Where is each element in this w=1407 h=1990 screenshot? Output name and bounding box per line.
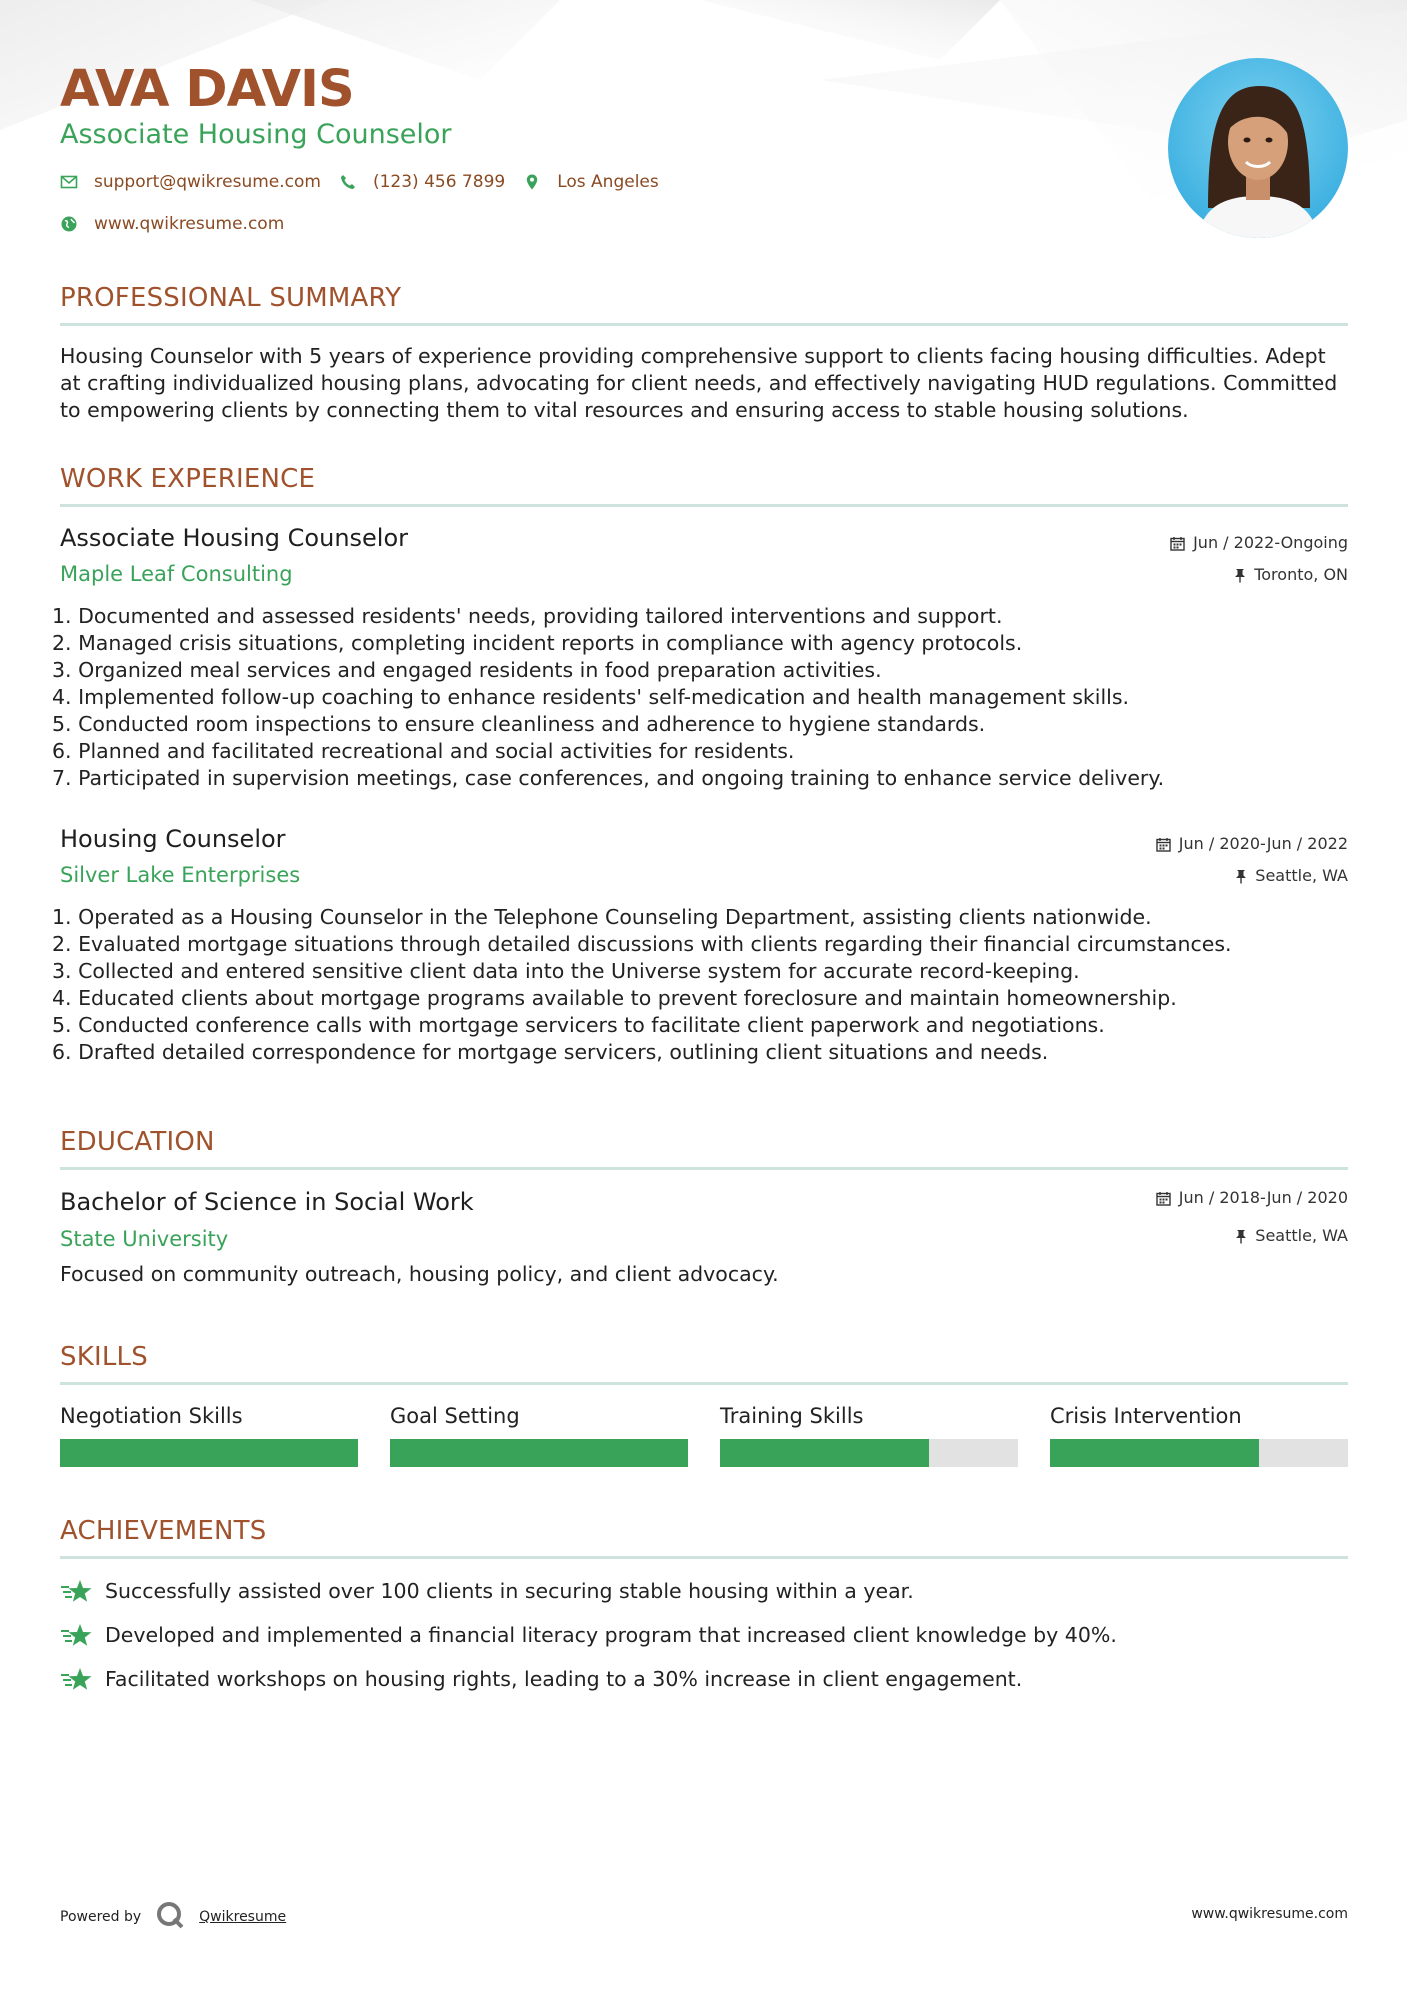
- skill-bar-fill: [390, 1439, 688, 1467]
- section-title: ACHIEVEMENTS: [60, 1516, 267, 1546]
- date-range: Jun / 2018-Jun / 2020: [1178, 1188, 1348, 1207]
- summary-text: Housing Counselor with 5 years of experience providing comprehensive support to clients facing housing difficulties. Adept at crafting individualized housing plans, advocating for client needs, and effectively navigating HUD regulations. Committed to empowering clients by connecting them to vital resources and ensuring access to stable housing solutions.: [60, 344, 1338, 422]
- job-location: [1234, 564, 1348, 586]
- section-divider: [60, 1556, 1348, 1559]
- school-name: State University: [60, 1227, 229, 1251]
- achievement-item: [60, 1621, 1117, 1649]
- date-range: Jun / 2022-Ongoing: [1193, 533, 1348, 552]
- list-item: 2. Managed crisis situations, completing incident reports in compliance with agency protocols.: [52, 631, 1023, 655]
- job-dates: [1156, 833, 1348, 855]
- section-title: SKILLS: [60, 1342, 148, 1372]
- skill-item: [720, 1402, 1018, 1430]
- map-pin-icon: [523, 173, 541, 191]
- list-item: 5. Conducted conference calls with mortgage servicers to facilitate client paperwork and negotiations.: [52, 1013, 1105, 1037]
- location-text: Seattle, WA: [1255, 866, 1348, 885]
- footer-powered-by: [60, 1900, 286, 1934]
- skill-item: [390, 1402, 688, 1430]
- education-location: [1235, 1225, 1348, 1247]
- skill-item: [1050, 1402, 1348, 1430]
- section-experience-heading: [60, 462, 1348, 507]
- degree-title: Bachelor of Science in Social Work: [60, 1188, 474, 1216]
- list-item: 1. Operated as a Housing Counselor in the Telephone Counseling Department, assisting clients nationwide.: [52, 905, 1152, 929]
- job-bullets: [52, 603, 1348, 792]
- company-name: Silver Lake Enterprises: [60, 863, 301, 887]
- section-title: EDUCATION: [60, 1127, 215, 1157]
- list-item: 2. Evaluated mortgage situations through detailed discussions with clients regarding their financial circumstances.: [52, 932, 1232, 956]
- list-item: 4. Educated clients about mortgage programs available to prevent foreclosure and maintain homeownership.: [52, 986, 1177, 1010]
- list-item: 7. Participated in supervision meetings, case conferences, and ongoing training to enhance service delivery.: [52, 766, 1165, 790]
- qwikresume-logo-icon: [155, 1900, 185, 1934]
- phone-number[interactable]: (123) 456 7899: [372, 172, 506, 192]
- list-item: 3. Organized meal services and engaged residents in food preparation activities.: [52, 658, 882, 682]
- achievement-item: [60, 1577, 914, 1605]
- skill-bar-track: [390, 1439, 688, 1467]
- list-item: 6. Drafted detailed correspondence for mortgage servicers, outlining client situations and needs.: [52, 1040, 1049, 1064]
- education-description: Focused on community outreach, housing policy, and client advocacy.: [60, 1262, 779, 1286]
- list-item: 6. Planned and facilitated recreational and social activities for residents.: [52, 739, 795, 763]
- achievement-text: Developed and implemented a financial literacy program that increased client knowledge by 40%.: [105, 1623, 1117, 1647]
- calendar-icon: [1156, 837, 1171, 852]
- section-education-heading: [60, 1125, 1348, 1170]
- pushpin-icon: [1235, 1229, 1247, 1244]
- section-skills-heading: [60, 1340, 1348, 1385]
- skill-bar-fill: [1050, 1439, 1259, 1467]
- company-name: Maple Leaf Consulting: [60, 562, 293, 586]
- achievement-text: Facilitated workshops on housing rights, leading to a 30% increase in client engagement.: [105, 1667, 1023, 1691]
- section-summary-heading: [60, 281, 1348, 326]
- candidate-name: AVA DAVIS: [60, 60, 354, 119]
- envelope-icon: [60, 173, 78, 191]
- location-text: Seattle, WA: [1255, 1226, 1348, 1245]
- section-divider: [60, 504, 1348, 507]
- pushpin-icon: [1234, 568, 1246, 583]
- globe-icon: [60, 215, 78, 233]
- section-divider: [60, 1167, 1348, 1170]
- achievement-text: Successfully assisted over 100 clients in securing stable housing within a year.: [105, 1579, 914, 1603]
- phone-icon: [339, 173, 357, 191]
- job-location: [1235, 865, 1348, 887]
- section-divider: [60, 1382, 1348, 1385]
- skill-bar-fill: [60, 1439, 358, 1467]
- section-divider: [60, 323, 1348, 326]
- location-text: Toronto, ON: [1254, 565, 1348, 584]
- skill-name: Negotiation Skills: [60, 1404, 243, 1428]
- calendar-icon: [1170, 536, 1185, 551]
- skill-name: Goal Setting: [390, 1404, 520, 1428]
- section-title: PROFESSIONAL SUMMARY: [60, 283, 402, 313]
- section-title: WORK EXPERIENCE: [60, 464, 316, 494]
- section-achievements-heading: [60, 1514, 1348, 1559]
- qwikresume-link[interactable]: Qwikresume: [199, 1909, 287, 1925]
- job-title: Housing Counselor: [60, 825, 286, 853]
- website-row: [60, 214, 302, 234]
- star-icon: [60, 1666, 93, 1692]
- skill-item: [60, 1402, 358, 1430]
- skill-name: Crisis Intervention: [1050, 1404, 1242, 1428]
- job-bullets: [52, 904, 1348, 1066]
- list-item: 3. Collected and entered sensitive client data into the Universe system for accurate record-keeping.: [52, 959, 1080, 983]
- location-text: Los Angeles: [557, 172, 659, 192]
- list-item: 4. Implemented follow-up coaching to enhance residents' self-medication and health management skills.: [52, 685, 1130, 709]
- footer-website[interactable]: www.qwikresume.com: [1191, 1906, 1348, 1922]
- skill-bar-fill: [720, 1439, 929, 1467]
- profile-photo: [1168, 58, 1348, 238]
- email-link[interactable]: support@qwikresume.com: [94, 172, 321, 192]
- star-icon: [60, 1578, 93, 1604]
- list-item: 1. Documented and assessed residents' needs, providing tailored interventions and support.: [52, 604, 1003, 628]
- job-dates: [1170, 532, 1348, 554]
- powered-by-label: Powered by: [60, 1909, 142, 1925]
- skill-name: Training Skills: [720, 1404, 864, 1428]
- skill-bar-track: [1050, 1439, 1348, 1467]
- list-item: 5. Conducted room inspections to ensure cleanliness and adherence to hygiene standards.: [52, 712, 986, 736]
- skill-bar-track: [60, 1439, 358, 1467]
- job-title: Associate Housing Counselor: [60, 524, 409, 552]
- star-icon: [60, 1622, 93, 1648]
- calendar-icon: [1156, 1191, 1171, 1206]
- website-link[interactable]: www.qwikresume.com: [94, 214, 285, 234]
- contact-row: [60, 172, 677, 192]
- education-dates: [1156, 1187, 1348, 1209]
- pushpin-icon: [1235, 869, 1247, 884]
- skill-bar-track: [720, 1439, 1018, 1467]
- candidate-title: Associate Housing Counselor: [60, 119, 452, 150]
- date-range: Jun / 2020-Jun / 2022: [1178, 834, 1348, 853]
- achievement-item: [60, 1665, 1022, 1693]
